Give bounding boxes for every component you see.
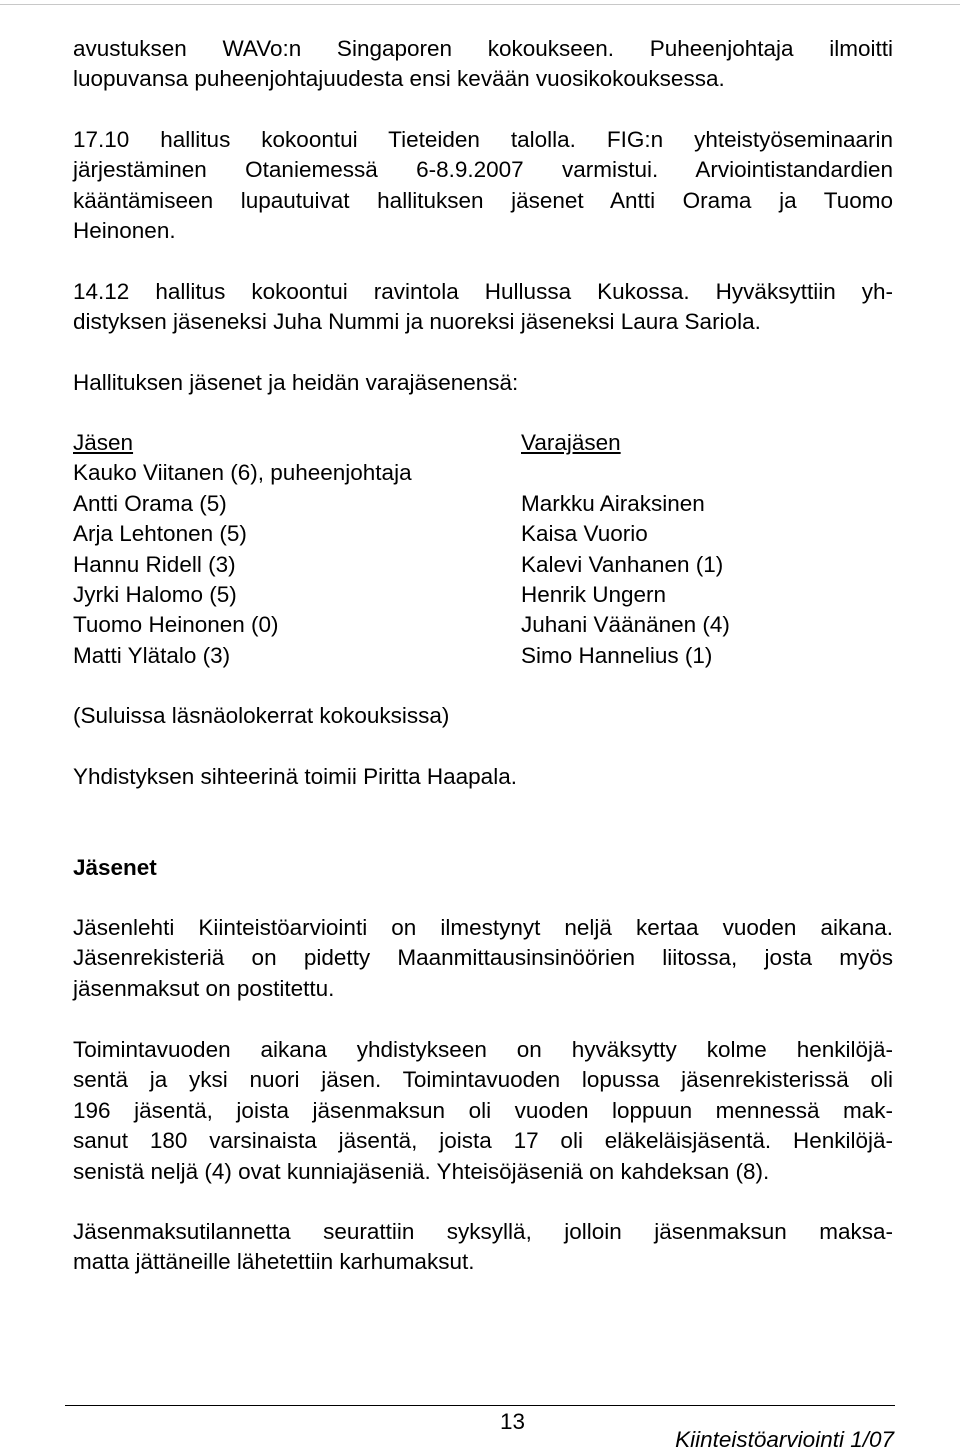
board-intro	[73, 368, 893, 398]
text-line: 14.12 hallitus kokoontui ravintola Hullussa Kukossa. Hyväksyttiin yh-	[73, 279, 893, 304]
text-line: avustuksen WAVo:n Singaporen kokoukseen. Puheenjohtaja ilmoitti	[73, 36, 893, 61]
page-number: 13	[500, 1409, 526, 1434]
section-heading-members	[73, 853, 893, 883]
text-line: Jäsenlehti Kiinteistöarviointi on ilmestynyt neljä kertaa vuoden aikana.	[73, 915, 893, 940]
member-cell: Antti Orama (5)	[73, 490, 227, 516]
text-line: Jäsenmaksutilannetta seurattiin syksyllä, jolloin jäsenmaksun maksa-	[73, 1219, 893, 1244]
text-line: Yhdistyksen sihteerinä toimii Piritta Haapala.	[73, 764, 517, 789]
text-line: Jäsenrekisteriä on pidetty Maanmittausinsinöörien liitossa, josta myös	[73, 945, 893, 971]
board-members-table	[73, 428, 893, 671]
member-cell: Tuomo Heinonen (0)	[73, 612, 279, 638]
text-line: jäsenmaksut on postitettu.	[73, 975, 335, 1001]
secretary-line	[73, 762, 893, 792]
paragraph-membership-fees	[73, 1217, 893, 1278]
paragraph-meeting-singapore	[73, 34, 893, 95]
paragraph-meeting-1710	[73, 125, 893, 247]
text-line: 17.10 hallitus kokoontui Tieteiden talolla. FIG:n yhteistyöseminaarin	[73, 127, 893, 152]
text-line: (Suluissa läsnäolokerrat kokouksissa)	[73, 703, 450, 728]
text-line: sentä ja yksi nuori jäsen. Toimintavuoden lopussa jäsenrekisterissä oli	[73, 1067, 893, 1093]
text-line: luopuvansa puheenjohtajuudesta ensi kevään vuosikokouksessa.	[73, 66, 725, 92]
text-line: matta jättäneille lähetettiin karhumaksut.	[73, 1249, 475, 1275]
paragraph-meeting-1412	[73, 277, 893, 338]
member-cell: Kauko Viitanen (6), puheenjohtaja	[73, 460, 412, 486]
text-line: Heinonen.	[73, 218, 176, 244]
attendance-note	[73, 701, 893, 731]
member-cell: Arja Lehtonen (5)	[73, 521, 247, 547]
deputy-cell: Kaisa Vuorio	[521, 521, 648, 547]
member-cell: Matti Ylätalo (3)	[73, 642, 231, 668]
deputy-cell: Simo Hannelius (1)	[521, 642, 713, 668]
deputy-cell: Markku Airaksinen	[521, 490, 705, 516]
text-line: sanut 180 varsinaista jäsentä, joista 17 oli eläkeläisjäsentä. Henkilöjä-	[73, 1128, 893, 1154]
text-line: distyksen jäseneksi Juha Nummi ja nuoreksi jäseneksi Laura Sariola.	[73, 309, 761, 335]
deputy-cell: Henrik Ungern	[521, 581, 667, 607]
footer-rule	[65, 1405, 895, 1406]
deputy-cell	[521, 458, 893, 488]
paragraph-member-magazine	[73, 913, 893, 1004]
text-line: senistä neljä (4) ovat kunniajäseniä. Yhteisöjäseniä on kahdeksan (8).	[73, 1158, 770, 1184]
text-line: 196 jäsentä, joista jäsenmaksun oli vuoden loppuun mennessä mak-	[73, 1097, 893, 1123]
text-line: kääntämiseen lupautuivat hallituksen jäsenet Antti Orama ja Tuomo	[73, 187, 893, 213]
header-deputy: Varajäsen	[521, 430, 621, 455]
header-member: Jäsen	[73, 430, 134, 455]
section-title: Jäsenet	[73, 855, 157, 880]
deputy-cell: Kalevi Vanhanen (1)	[521, 551, 724, 577]
paragraph-member-count	[73, 1035, 893, 1187]
text-line: järjestäminen Otaniemessä 6-8.9.2007 varmistui. Arviointistandardien	[73, 157, 893, 183]
text-line: Hallituksen jäsenet ja heidän varajäsenensä:	[73, 370, 519, 395]
member-cell: Hannu Ridell (3)	[73, 551, 236, 577]
text-line: Toimintavuoden aikana yhdistykseen on hyväksytty kolme henkilöjä-	[73, 1037, 893, 1062]
top-rule	[0, 4, 960, 5]
deputy-cell: Juhani Väänänen (4)	[521, 612, 730, 638]
member-cell: Jyrki Halomo (5)	[73, 581, 237, 607]
publication-title: Kiinteistöarviointi 1/07	[675, 1427, 894, 1452]
